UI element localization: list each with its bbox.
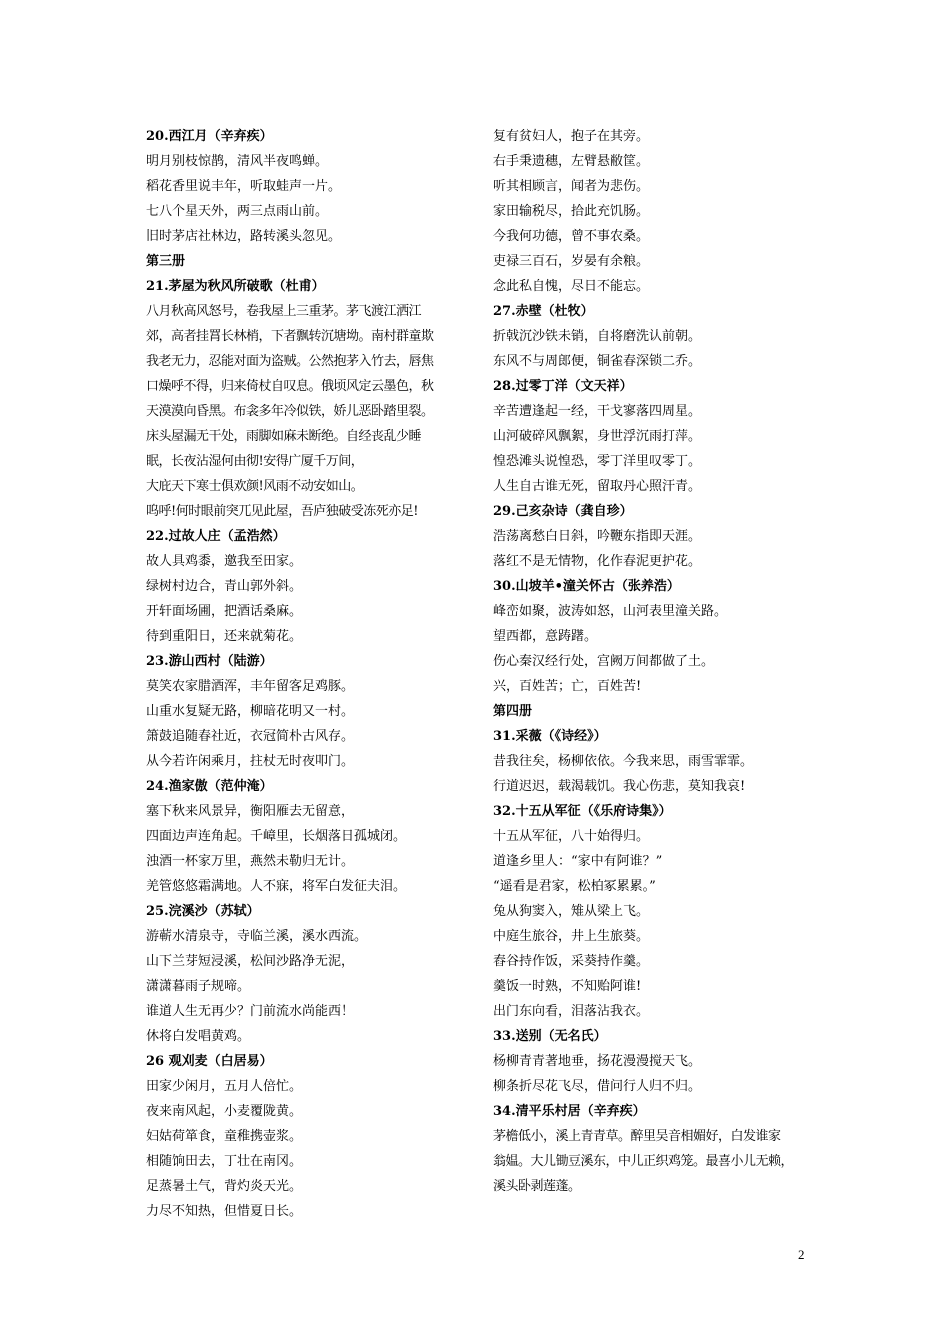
text-line: 开轩面场圃，把酒话桑麻。	[146, 604, 303, 619]
text-line: 东风不与周郎便，铜雀春深锁二乔。	[493, 354, 702, 369]
text-line: 休将白发唱黄鸡。	[146, 1029, 251, 1044]
section-heading: 30.山坡羊•潼关怀古（张养浩）	[493, 579, 680, 594]
left-column	[146, 124, 486, 1224]
text-line: 四面边声连角起。千嶂里，长烟落日孤城闭。	[146, 829, 407, 844]
text-line: 呜呼!何时眼前突兀见此屋，吾庐独破受冻死亦足!	[146, 504, 418, 519]
text-line: 伤心秦汉经行处，宫阙万间都做了土。	[493, 654, 715, 669]
text-line: 辛苦遭逢起一经，干戈寥落四周星。	[493, 404, 702, 419]
text-line: 旧时茅店社林边，路转溪头忽见。	[146, 229, 342, 244]
text-line: 惶恐滩头说惶恐，零丁洋里叹零丁。	[493, 454, 702, 469]
text-line: 从今若许闲乘月，拄杖无时夜叩门。	[146, 754, 355, 769]
section-heading: 23.游山西村（陆游）	[146, 654, 273, 669]
text-line: 莫笑农家腊酒浑，丰年留客足鸡豚。	[146, 679, 355, 694]
text-line: 绿树村边合，青山郭外斜。	[146, 579, 303, 594]
text-line: 浩荡离愁白日斜，吟鞭东指即天涯。	[493, 529, 702, 544]
text-line: 羹饭一时熟，不知贻阿谁!	[493, 979, 642, 994]
text-line: 潇潇暮雨子规啼。	[146, 979, 251, 994]
text-line: 力尽不知热，但惜夏日长。	[146, 1204, 303, 1219]
text-line: 郊，高者挂罥长林梢，下者飘转沉塘坳。南村群童欺	[146, 329, 434, 344]
text-line: 出门东向看，泪落沾我衣。	[493, 1004, 650, 1019]
section-heading: 25.浣溪沙（苏轼）	[146, 904, 260, 919]
text-line: 八月秋高风怒号，卷我屋上三重茅。茅飞渡江洒江	[146, 304, 422, 319]
text-line: 塞下秋来风景异，衡阳雁去无留意，	[146, 804, 355, 819]
section-heading: 29.己亥杂诗（龚自珍）	[493, 504, 633, 519]
text-line: 口燥呼不得，归来倚杖自叹息。俄顷风定云墨色，秋	[146, 379, 434, 394]
section-heading: 31.采薇（《诗经》）	[493, 729, 607, 744]
text-line: 明月别枝惊鹊，清风半夜鸣蝉。	[146, 154, 329, 169]
text-line: 田家少闲月，五月人倍忙。	[146, 1079, 303, 1094]
text-line: 昔我往矣，杨柳依依。今我来思，雨雪霏霏。	[493, 754, 754, 769]
text-line: 舂谷持作饭，采葵持作羹。	[493, 954, 650, 969]
text-line: 翁媪。大儿锄豆溪东，中儿正织鸡笼。最喜小儿无赖，	[493, 1154, 794, 1169]
text-line: 箫鼓追随春社近，衣冠简朴古风存。	[146, 729, 355, 744]
text-line: 吏禄三百石，岁晏有余粮。	[493, 254, 650, 269]
text-line: 兔从狗窦入，雉从梁上飞。	[493, 904, 650, 919]
text-line: 羌管悠悠霜满地。人不寐，将军白发征夫泪。	[146, 879, 407, 894]
text-line: 游蕲水清泉寺，寺临兰溪，溪水西流。	[146, 929, 368, 944]
text-line: 望西都，意踌躇。	[493, 629, 598, 644]
text-line: 柳条折尽花飞尽，借问行人归不归。	[493, 1079, 702, 1094]
text-line: 我老无力，忍能对面为盗贼。公然抱茅入竹去，唇焦	[146, 354, 434, 369]
text-line: 妇姑荷箪食，童稚携壶浆。	[146, 1129, 303, 1144]
text-line: 大庇天下寒士俱欢颜!风雨不动安如山。	[146, 479, 364, 494]
page-number: 2	[798, 1247, 805, 1262]
text-line: 杨柳青青著地垂，扬花漫漫搅天飞。	[493, 1054, 702, 1069]
text-line: 夜来南风起，小麦覆陇黄。	[146, 1104, 303, 1119]
text-line: 足蒸暑土气，背灼炎天光。	[146, 1179, 303, 1194]
section-heading: 26 观刈麦（白居易）	[146, 1054, 273, 1069]
text-line: 山下兰芽短浸溪，松间沙路净无泥，	[146, 954, 355, 969]
section-heading: 33.送别（无名氏）	[493, 1029, 607, 1044]
section-heading: 28.过零丁洋（文天祥）	[493, 379, 633, 394]
text-line: 天漠漠向昏黑。布衾多年冷似铁，娇儿恶卧踏里裂。	[146, 404, 434, 419]
text-line: 浊酒一杯家万里，燕然未勒归无计。	[146, 854, 355, 869]
text-line: 故人具鸡黍，邀我至田家。	[146, 554, 303, 569]
section-heading: 第四册	[493, 704, 533, 719]
section-heading: 27.赤壁（杜牧）	[493, 304, 594, 319]
text-line: 右手秉遗穗，左臂悬敝筐。	[493, 154, 650, 169]
text-line: 今我何功德，曾不事农桑。	[493, 229, 650, 244]
section-heading: 21.茅屋为秋风所破歌（杜甫）	[146, 279, 325, 294]
section-heading: 24.渔家傲（范仲淹）	[146, 779, 273, 794]
text-line: 兴，百姓苦；亡，百姓苦!	[493, 679, 642, 694]
text-line: 谁道人生无再少？门前流水尚能西！	[146, 1004, 355, 1019]
text-line: 行道迟迟，载渴载饥。我心伤悲，莫知我哀!	[493, 779, 746, 794]
text-line: 七八个星天外，两三点雨山前。	[146, 204, 329, 219]
text-line: 眠，长夜沾湿何由彻!安得广厦千万间，	[146, 454, 364, 469]
text-line: 床头屋漏无干处，雨脚如麻未断绝。自经丧乱少睡	[146, 429, 422, 444]
text-line: 相随饷田去，丁壮在南冈。	[146, 1154, 303, 1169]
section-heading: 20.西江月（辛弃疾）	[146, 129, 273, 144]
text-line: 念此私自愧，尽日不能忘。	[493, 279, 650, 294]
section-heading: 32.十五从军征（《乐府诗集》）	[493, 804, 672, 819]
text-line: 峰峦如聚，波涛如怒，山河表里潼关路。	[493, 604, 728, 619]
text-line: 稻花香里说丰年，听取蛙声一片。	[146, 179, 342, 194]
text-line: 道逢乡里人：“家中有阿谁？”	[493, 854, 663, 869]
text-line: 折戟沉沙铁未销，自将磨洗认前朝。	[493, 329, 702, 344]
text-line: 山重水复疑无路，柳暗花明又一村。	[146, 704, 355, 719]
section-heading: 第三册	[146, 254, 186, 269]
section-heading: 34.清平乐村居（辛弃疾）	[493, 1104, 646, 1119]
right-column	[493, 124, 833, 1199]
text-line: 待到重阳日，还来就菊花。	[146, 629, 303, 644]
section-heading: 22.过故人庄（孟浩然）	[146, 529, 286, 544]
text-line: 溪头卧剥莲蓬。	[493, 1179, 581, 1194]
text-line: 中庭生旅谷，井上生旅葵。	[493, 929, 650, 944]
text-line: 山河破碎风飘絮，身世浮沉雨打萍。	[493, 429, 702, 444]
text-line: 听其相顾言，闻者为悲伤。	[493, 179, 650, 194]
text-line: 落红不是无情物，化作春泥更护花。	[493, 554, 702, 569]
text-line: 茅檐低小，溪上青青草。醉里吴音相媚好，白发谁家	[493, 1129, 781, 1144]
text-line: 复有贫妇人，抱子在其旁。	[493, 129, 650, 144]
text-line: “遥看是君家，松柏冢累累。”	[493, 879, 656, 894]
text-line: 十五从军征，八十始得归。	[493, 829, 650, 844]
text-line: 人生自古谁无死，留取丹心照汗青。	[493, 479, 702, 494]
text-line: 家田输税尽，拾此充饥肠。	[493, 204, 650, 219]
